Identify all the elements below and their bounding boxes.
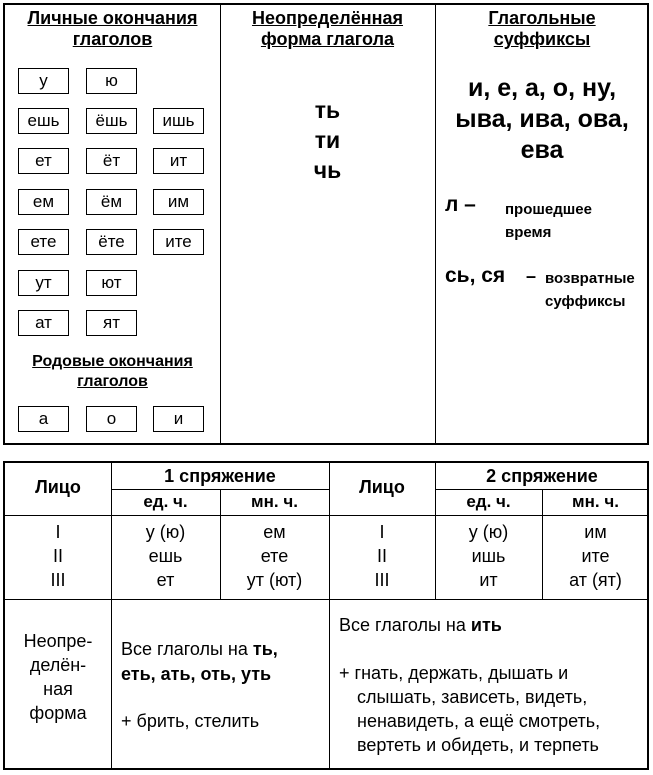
column-divider: [220, 5, 221, 443]
row-divider: [111, 489, 329, 490]
personal-ending-box: ите: [153, 229, 204, 255]
infinitive-title: Неопределённая форма глагола: [251, 8, 404, 49]
reflexive-dash: –: [526, 266, 537, 286]
infinitive-suffix: ти: [314, 127, 341, 153]
personal-ending-box: ю: [86, 68, 137, 94]
endings-suffixes-table: [3, 3, 649, 445]
personal-ending-box: ёшь: [86, 108, 137, 134]
conj2-header: 2 спряжение: [486, 466, 598, 486]
infinitive-suffix: ть: [314, 97, 341, 123]
row-divider: [5, 515, 649, 516]
personal-endings-title: Личные окончания глаголов: [27, 8, 198, 49]
persons-list: I II III: [374, 522, 390, 590]
person-header: Лицо: [359, 477, 405, 497]
personal-ending-box: им: [153, 189, 204, 215]
row-divider: [5, 599, 649, 600]
infinitive-suffix: чь: [313, 157, 342, 183]
person-header: Лицо: [35, 477, 81, 497]
conj2-exceptions: + гнать, держать, дышать и слышать, зависеть, видеть, ненавидеть, а ещё смотреть, вертеть и обидеть, и терпеть: [339, 663, 601, 755]
personal-ending-box: ёте: [86, 229, 137, 255]
conj2-singular-header: ед. ч.: [466, 492, 511, 511]
personal-ending-box: ете: [18, 229, 69, 255]
personal-ending-box: ут: [18, 270, 69, 296]
conjugation-table: [3, 461, 649, 770]
conj1-header: 1 спряжение: [164, 466, 276, 486]
personal-ending-box: ет: [18, 148, 69, 174]
personal-ending-box: ят: [86, 310, 137, 336]
conj2-plural-header: мн. ч.: [572, 492, 619, 511]
infinitive-suffixes: [220, 95, 435, 185]
verb-suffix-list: и, е, а, о, ну, ыва, ива, ова, ева: [455, 74, 629, 164]
personal-ending-box: у: [18, 68, 69, 94]
personal-ending-box: ём: [86, 189, 137, 215]
persons-list: I II III: [50, 522, 66, 590]
reflexive-suffix: сь, ся: [445, 264, 506, 287]
conj2-plural-list: им ите ат (ят): [569, 522, 622, 590]
column-divider: [435, 5, 436, 443]
conj1-rule: Все глаголы на ть,: [121, 639, 278, 659]
conj2-rule: Все глаголы на ить: [339, 615, 502, 635]
personal-ending-box: ёт: [86, 148, 137, 174]
column-divider: [329, 463, 330, 768]
past-label: прошедшее время: [505, 201, 592, 241]
personal-ending-box: ит: [153, 148, 204, 174]
infinitive-label: Неопре- делён- ная форма: [23, 631, 93, 723]
personal-ending-box: ат: [18, 310, 69, 336]
gender-endings-title: Родовые окончания глаголов: [32, 353, 193, 390]
conj1-exceptions: + брить, стелить: [121, 711, 260, 731]
conj1-rule-endings: еть, ать, оть, уть: [121, 664, 272, 684]
personal-ending-box: ишь: [153, 108, 204, 134]
conj1-plural-header: мн. ч.: [251, 492, 298, 511]
gender-ending-box: о: [86, 406, 137, 432]
personal-ending-box: ют: [86, 270, 137, 296]
gender-ending-box: а: [18, 406, 69, 432]
gender-ending-box: и: [153, 406, 204, 432]
conj1-singular-header: ед. ч.: [143, 492, 188, 511]
verb-suffixes-title: Глагольные суффиксы: [488, 8, 596, 49]
reflexive-label: возвратные суффиксы: [545, 270, 635, 310]
conj1-singular-list: у (ю) ешь ет: [145, 522, 186, 590]
row-divider: [435, 489, 649, 490]
personal-ending-box: ем: [18, 189, 69, 215]
conj2-singular-list: у (ю) ишь ит: [468, 522, 509, 590]
past-suffix: л –: [445, 193, 476, 216]
conj1-plural-list: ем ете ут (ют): [246, 522, 303, 590]
personal-ending-box: ешь: [18, 108, 69, 134]
